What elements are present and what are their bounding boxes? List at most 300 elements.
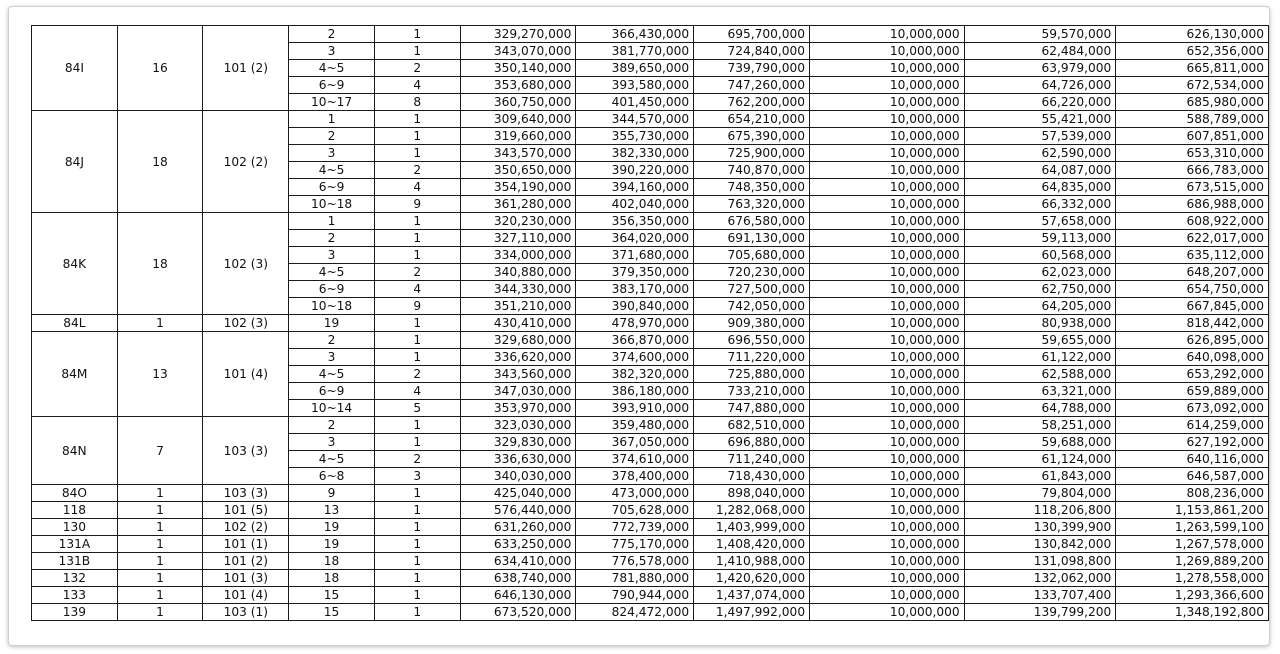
land-price-cell: 353,680,000 [460, 77, 576, 94]
table-row [32, 587, 1269, 604]
total-price-cell: 733,210,000 [694, 383, 810, 400]
contract-deposit-cell: 10,000,000 [810, 587, 965, 604]
building-line-cell: 101 (1) [203, 536, 289, 553]
unit-count-cell: 8 [374, 94, 460, 111]
floor-cell: 4~5 [289, 451, 375, 468]
unit-count-cell: 4 [374, 77, 460, 94]
land-price-cell: 351,210,000 [460, 298, 576, 315]
floor-cell: 6~9 [289, 179, 375, 196]
balance-cell: 614,259,000 [1116, 417, 1269, 434]
balance-cell: 640,098,000 [1116, 349, 1269, 366]
contract-deposit-cell: 10,000,000 [810, 281, 965, 298]
balance-cell: 673,515,000 [1116, 179, 1269, 196]
unit-count-cell: 1 [374, 26, 460, 43]
unit-count-cell: 1 [374, 128, 460, 145]
contract-deposit-cell: 10,000,000 [810, 145, 965, 162]
unit-count-cell: 5 [374, 400, 460, 417]
housing-type-cell: 132 [32, 570, 118, 587]
building-price-cell: 781,880,000 [576, 570, 694, 587]
housing-type-cell: 133 [32, 587, 118, 604]
unit-count-cell: 9 [374, 196, 460, 213]
contract-deposit-cell: 10,000,000 [810, 434, 965, 451]
contract-deposit-cell: 10,000,000 [810, 553, 965, 570]
total-price-cell: 909,380,000 [694, 315, 810, 332]
balance-cell: 1,348,192,800 [1116, 604, 1269, 621]
building-line-cell: 101 (2) [203, 553, 289, 570]
interim-payment-cell: 57,539,000 [964, 128, 1116, 145]
interim-payment-cell: 62,023,000 [964, 264, 1116, 281]
building-price-cell: 402,040,000 [576, 196, 694, 213]
total-units-cell: 1 [117, 536, 203, 553]
total-price-cell: 676,580,000 [694, 213, 810, 230]
interim-payment-cell: 59,570,000 [964, 26, 1116, 43]
interim-payment-cell: 62,588,000 [964, 366, 1116, 383]
contract-deposit-cell: 10,000,000 [810, 468, 965, 485]
total-price-cell: 748,350,000 [694, 179, 810, 196]
document-frame [8, 6, 1270, 646]
total-price-cell: 1,403,999,000 [694, 519, 810, 536]
building-price-cell: 775,170,000 [576, 536, 694, 553]
floor-cell: 4~5 [289, 264, 375, 281]
contract-deposit-cell: 10,000,000 [810, 536, 965, 553]
land-price-cell: 633,250,000 [460, 536, 576, 553]
building-price-cell: 478,970,000 [576, 315, 694, 332]
interim-payment-cell: 130,842,000 [964, 536, 1116, 553]
building-price-cell: 705,628,000 [576, 502, 694, 519]
contract-deposit-cell: 10,000,000 [810, 502, 965, 519]
contract-deposit-cell: 10,000,000 [810, 111, 965, 128]
land-price-cell: 350,140,000 [460, 60, 576, 77]
building-line-cell: 101 (2) [203, 26, 289, 111]
price-table [31, 25, 1269, 621]
price-table-body [32, 26, 1269, 621]
balance-cell: 667,845,000 [1116, 298, 1269, 315]
contract-deposit-cell: 10,000,000 [810, 247, 965, 264]
table-row [32, 111, 1269, 128]
floor-cell: 4~5 [289, 60, 375, 77]
building-price-cell: 390,840,000 [576, 298, 694, 315]
building-line-cell: 102 (2) [203, 111, 289, 213]
interim-payment-cell: 57,658,000 [964, 213, 1116, 230]
balance-cell: 653,292,000 [1116, 366, 1269, 383]
interim-payment-cell: 62,484,000 [964, 43, 1116, 60]
building-price-cell: 393,910,000 [576, 400, 694, 417]
housing-type-cell: 131B [32, 553, 118, 570]
floor-cell: 2 [289, 332, 375, 349]
building-price-cell: 401,450,000 [576, 94, 694, 111]
table-row [32, 604, 1269, 621]
contract-deposit-cell: 10,000,000 [810, 366, 965, 383]
floor-cell: 19 [289, 519, 375, 536]
total-price-cell: 739,790,000 [694, 60, 810, 77]
balance-cell: 1,278,558,000 [1116, 570, 1269, 587]
land-price-cell: 320,230,000 [460, 213, 576, 230]
building-line-cell: 103 (1) [203, 604, 289, 621]
contract-deposit-cell: 10,000,000 [810, 128, 965, 145]
total-price-cell: 1,410,988,000 [694, 553, 810, 570]
housing-type-cell: 130 [32, 519, 118, 536]
housing-type-cell: 118 [32, 502, 118, 519]
building-price-cell: 366,430,000 [576, 26, 694, 43]
floor-cell: 3 [289, 247, 375, 264]
unit-count-cell: 4 [374, 179, 460, 196]
building-price-cell: 790,944,000 [576, 587, 694, 604]
housing-type-cell: 84J [32, 111, 118, 213]
total-units-cell: 1 [117, 519, 203, 536]
unit-count-cell: 1 [374, 213, 460, 230]
unit-count-cell: 1 [374, 145, 460, 162]
balance-cell: 1,269,889,200 [1116, 553, 1269, 570]
balance-cell: 640,116,000 [1116, 451, 1269, 468]
floor-cell: 10~18 [289, 298, 375, 315]
land-price-cell: 327,110,000 [460, 230, 576, 247]
building-price-cell: 356,350,000 [576, 213, 694, 230]
interim-payment-cell: 64,726,000 [964, 77, 1116, 94]
unit-count-cell: 9 [374, 298, 460, 315]
housing-type-cell: 84O [32, 485, 118, 502]
balance-cell: 654,750,000 [1116, 281, 1269, 298]
unit-count-cell: 1 [374, 349, 460, 366]
unit-count-cell: 1 [374, 485, 460, 502]
land-price-cell: 673,520,000 [460, 604, 576, 621]
total-price-cell: 747,880,000 [694, 400, 810, 417]
contract-deposit-cell: 10,000,000 [810, 604, 965, 621]
building-price-cell: 382,320,000 [576, 366, 694, 383]
land-price-cell: 631,260,000 [460, 519, 576, 536]
floor-cell: 6~9 [289, 281, 375, 298]
building-line-cell: 102 (3) [203, 213, 289, 315]
total-price-cell: 1,408,420,000 [694, 536, 810, 553]
balance-cell: 659,889,000 [1116, 383, 1269, 400]
contract-deposit-cell: 10,000,000 [810, 298, 965, 315]
housing-type-cell: 84L [32, 315, 118, 332]
floor-cell: 10~17 [289, 94, 375, 111]
land-price-cell: 634,410,000 [460, 553, 576, 570]
land-price-cell: 361,280,000 [460, 196, 576, 213]
land-price-cell: 334,000,000 [460, 247, 576, 264]
interim-payment-cell: 63,979,000 [964, 60, 1116, 77]
land-price-cell: 638,740,000 [460, 570, 576, 587]
contract-deposit-cell: 10,000,000 [810, 349, 965, 366]
floor-cell: 3 [289, 145, 375, 162]
unit-count-cell: 1 [374, 247, 460, 264]
unit-count-cell: 1 [374, 230, 460, 247]
total-units-cell: 18 [117, 213, 203, 315]
interim-payment-cell: 62,750,000 [964, 281, 1116, 298]
table-row [32, 502, 1269, 519]
building-line-cell: 101 (4) [203, 587, 289, 604]
building-price-cell: 374,600,000 [576, 349, 694, 366]
floor-cell: 2 [289, 417, 375, 434]
contract-deposit-cell: 10,000,000 [810, 570, 965, 587]
land-price-cell: 425,040,000 [460, 485, 576, 502]
interim-payment-cell: 118,206,800 [964, 502, 1116, 519]
total-units-cell: 16 [117, 26, 203, 111]
interim-payment-cell: 61,843,000 [964, 468, 1116, 485]
land-price-cell: 343,070,000 [460, 43, 576, 60]
building-price-cell: 367,050,000 [576, 434, 694, 451]
balance-cell: 665,811,000 [1116, 60, 1269, 77]
unit-count-cell: 4 [374, 281, 460, 298]
total-units-cell: 18 [117, 111, 203, 213]
contract-deposit-cell: 10,000,000 [810, 94, 965, 111]
total-price-cell: 1,497,992,000 [694, 604, 810, 621]
land-price-cell: 354,190,000 [460, 179, 576, 196]
land-price-cell: 343,560,000 [460, 366, 576, 383]
interim-payment-cell: 132,062,000 [964, 570, 1116, 587]
interim-payment-cell: 139,799,200 [964, 604, 1116, 621]
total-price-cell: 654,210,000 [694, 111, 810, 128]
contract-deposit-cell: 10,000,000 [810, 315, 965, 332]
contract-deposit-cell: 10,000,000 [810, 519, 965, 536]
land-price-cell: 329,270,000 [460, 26, 576, 43]
building-price-cell: 772,739,000 [576, 519, 694, 536]
interim-payment-cell: 58,251,000 [964, 417, 1116, 434]
table-row [32, 485, 1269, 502]
building-price-cell: 776,578,000 [576, 553, 694, 570]
housing-type-cell: 84I [32, 26, 118, 111]
floor-cell: 19 [289, 536, 375, 553]
total-price-cell: 742,050,000 [694, 298, 810, 315]
land-price-cell: 319,660,000 [460, 128, 576, 145]
total-price-cell: 725,900,000 [694, 145, 810, 162]
total-price-cell: 727,500,000 [694, 281, 810, 298]
interim-payment-cell: 64,087,000 [964, 162, 1116, 179]
balance-cell: 1,267,578,000 [1116, 536, 1269, 553]
total-price-cell: 695,700,000 [694, 26, 810, 43]
floor-cell: 10~18 [289, 196, 375, 213]
total-price-cell: 711,240,000 [694, 451, 810, 468]
housing-type-cell: 84N [32, 417, 118, 485]
total-units-cell: 7 [117, 417, 203, 485]
balance-cell: 627,192,000 [1116, 434, 1269, 451]
balance-cell: 608,922,000 [1116, 213, 1269, 230]
table-row [32, 332, 1269, 349]
table-row [32, 519, 1269, 536]
contract-deposit-cell: 10,000,000 [810, 417, 965, 434]
interim-payment-cell: 61,124,000 [964, 451, 1116, 468]
floor-cell: 9 [289, 485, 375, 502]
balance-cell: 653,310,000 [1116, 145, 1269, 162]
contract-deposit-cell: 10,000,000 [810, 230, 965, 247]
unit-count-cell: 4 [374, 383, 460, 400]
interim-payment-cell: 131,098,800 [964, 553, 1116, 570]
balance-cell: 686,988,000 [1116, 196, 1269, 213]
building-price-cell: 371,680,000 [576, 247, 694, 264]
building-price-cell: 378,400,000 [576, 468, 694, 485]
contract-deposit-cell: 10,000,000 [810, 264, 965, 281]
interim-payment-cell: 55,421,000 [964, 111, 1116, 128]
building-price-cell: 473,000,000 [576, 485, 694, 502]
floor-cell: 19 [289, 315, 375, 332]
contract-deposit-cell: 10,000,000 [810, 400, 965, 417]
floor-cell: 2 [289, 26, 375, 43]
floor-cell: 3 [289, 349, 375, 366]
building-price-cell: 366,870,000 [576, 332, 694, 349]
building-price-cell: 364,020,000 [576, 230, 694, 247]
interim-payment-cell: 59,655,000 [964, 332, 1116, 349]
total-price-cell: 696,550,000 [694, 332, 810, 349]
balance-cell: 622,017,000 [1116, 230, 1269, 247]
floor-cell: 15 [289, 587, 375, 604]
balance-cell: 666,783,000 [1116, 162, 1269, 179]
building-price-cell: 389,650,000 [576, 60, 694, 77]
interim-payment-cell: 80,938,000 [964, 315, 1116, 332]
interim-payment-cell: 130,399,900 [964, 519, 1116, 536]
table-row [32, 213, 1269, 230]
building-price-cell: 390,220,000 [576, 162, 694, 179]
unit-count-cell: 1 [374, 111, 460, 128]
total-units-cell: 1 [117, 502, 203, 519]
total-price-cell: 1,282,068,000 [694, 502, 810, 519]
unit-count-cell: 1 [374, 553, 460, 570]
contract-deposit-cell: 10,000,000 [810, 213, 965, 230]
interim-payment-cell: 64,788,000 [964, 400, 1116, 417]
unit-count-cell: 2 [374, 366, 460, 383]
unit-count-cell: 1 [374, 502, 460, 519]
unit-count-cell: 2 [374, 162, 460, 179]
total-units-cell: 1 [117, 604, 203, 621]
balance-cell: 626,130,000 [1116, 26, 1269, 43]
balance-cell: 646,587,000 [1116, 468, 1269, 485]
contract-deposit-cell: 10,000,000 [810, 383, 965, 400]
interim-payment-cell: 62,590,000 [964, 145, 1116, 162]
contract-deposit-cell: 10,000,000 [810, 451, 965, 468]
interim-payment-cell: 66,220,000 [964, 94, 1116, 111]
total-price-cell: 740,870,000 [694, 162, 810, 179]
building-line-cell: 103 (3) [203, 417, 289, 485]
table-row [32, 315, 1269, 332]
building-price-cell: 382,330,000 [576, 145, 694, 162]
total-price-cell: 705,680,000 [694, 247, 810, 264]
land-price-cell: 430,410,000 [460, 315, 576, 332]
total-price-cell: 724,840,000 [694, 43, 810, 60]
unit-count-cell: 1 [374, 570, 460, 587]
total-price-cell: 696,880,000 [694, 434, 810, 451]
building-line-cell: 103 (3) [203, 485, 289, 502]
contract-deposit-cell: 10,000,000 [810, 485, 965, 502]
table-row [32, 26, 1269, 43]
land-price-cell: 336,620,000 [460, 349, 576, 366]
interim-payment-cell: 64,835,000 [964, 179, 1116, 196]
land-price-cell: 347,030,000 [460, 383, 576, 400]
contract-deposit-cell: 10,000,000 [810, 43, 965, 60]
balance-cell: 673,092,000 [1116, 400, 1269, 417]
total-units-cell: 1 [117, 315, 203, 332]
contract-deposit-cell: 10,000,000 [810, 196, 965, 213]
building-price-cell: 824,472,000 [576, 604, 694, 621]
total-price-cell: 898,040,000 [694, 485, 810, 502]
interim-payment-cell: 64,205,000 [964, 298, 1116, 315]
unit-count-cell: 1 [374, 434, 460, 451]
floor-cell: 6~9 [289, 77, 375, 94]
total-price-cell: 675,390,000 [694, 128, 810, 145]
total-units-cell: 1 [117, 485, 203, 502]
total-price-cell: 718,430,000 [694, 468, 810, 485]
floor-cell: 18 [289, 553, 375, 570]
total-price-cell: 682,510,000 [694, 417, 810, 434]
total-price-cell: 720,230,000 [694, 264, 810, 281]
building-price-cell: 355,730,000 [576, 128, 694, 145]
unit-count-cell: 2 [374, 264, 460, 281]
total-price-cell: 691,130,000 [694, 230, 810, 247]
interim-payment-cell: 66,332,000 [964, 196, 1116, 213]
land-price-cell: 340,880,000 [460, 264, 576, 281]
building-price-cell: 383,170,000 [576, 281, 694, 298]
land-price-cell: 646,130,000 [460, 587, 576, 604]
unit-count-cell: 1 [374, 536, 460, 553]
interim-payment-cell: 79,804,000 [964, 485, 1116, 502]
floor-cell: 15 [289, 604, 375, 621]
unit-count-cell: 1 [374, 587, 460, 604]
land-price-cell: 323,030,000 [460, 417, 576, 434]
balance-cell: 652,356,000 [1116, 43, 1269, 60]
balance-cell: 648,207,000 [1116, 264, 1269, 281]
building-price-cell: 344,570,000 [576, 111, 694, 128]
total-price-cell: 725,880,000 [694, 366, 810, 383]
building-price-cell: 386,180,000 [576, 383, 694, 400]
table-row [32, 417, 1269, 434]
land-price-cell: 336,630,000 [460, 451, 576, 468]
floor-cell: 2 [289, 128, 375, 145]
floor-cell: 1 [289, 213, 375, 230]
unit-count-cell: 1 [374, 519, 460, 536]
total-price-cell: 763,320,000 [694, 196, 810, 213]
land-price-cell: 340,030,000 [460, 468, 576, 485]
building-price-cell: 379,350,000 [576, 264, 694, 281]
total-units-cell: 13 [117, 332, 203, 417]
land-price-cell: 350,650,000 [460, 162, 576, 179]
balance-cell: 818,442,000 [1116, 315, 1269, 332]
interim-payment-cell: 63,321,000 [964, 383, 1116, 400]
land-price-cell: 329,830,000 [460, 434, 576, 451]
balance-cell: 685,980,000 [1116, 94, 1269, 111]
total-price-cell: 1,437,074,000 [694, 587, 810, 604]
balance-cell: 626,895,000 [1116, 332, 1269, 349]
land-price-cell: 360,750,000 [460, 94, 576, 111]
total-units-cell: 1 [117, 587, 203, 604]
floor-cell: 18 [289, 570, 375, 587]
building-price-cell: 359,480,000 [576, 417, 694, 434]
land-price-cell: 329,680,000 [460, 332, 576, 349]
contract-deposit-cell: 10,000,000 [810, 77, 965, 94]
contract-deposit-cell: 10,000,000 [810, 332, 965, 349]
floor-cell: 10~14 [289, 400, 375, 417]
balance-cell: 1,293,366,600 [1116, 587, 1269, 604]
table-row [32, 570, 1269, 587]
total-units-cell: 1 [117, 570, 203, 587]
unit-count-cell: 1 [374, 604, 460, 621]
table-row [32, 536, 1269, 553]
balance-cell: 607,851,000 [1116, 128, 1269, 145]
unit-count-cell: 3 [374, 468, 460, 485]
building-price-cell: 393,580,000 [576, 77, 694, 94]
floor-cell: 3 [289, 434, 375, 451]
interim-payment-cell: 61,122,000 [964, 349, 1116, 366]
contract-deposit-cell: 10,000,000 [810, 179, 965, 196]
balance-cell: 1,153,861,200 [1116, 502, 1269, 519]
land-price-cell: 353,970,000 [460, 400, 576, 417]
interim-payment-cell: 133,707,400 [964, 587, 1116, 604]
floor-cell: 13 [289, 502, 375, 519]
building-price-cell: 381,770,000 [576, 43, 694, 60]
housing-type-cell: 84K [32, 213, 118, 315]
total-price-cell: 747,260,000 [694, 77, 810, 94]
floor-cell: 1 [289, 111, 375, 128]
building-line-cell: 101 (4) [203, 332, 289, 417]
unit-count-cell: 1 [374, 315, 460, 332]
total-price-cell: 711,220,000 [694, 349, 810, 366]
